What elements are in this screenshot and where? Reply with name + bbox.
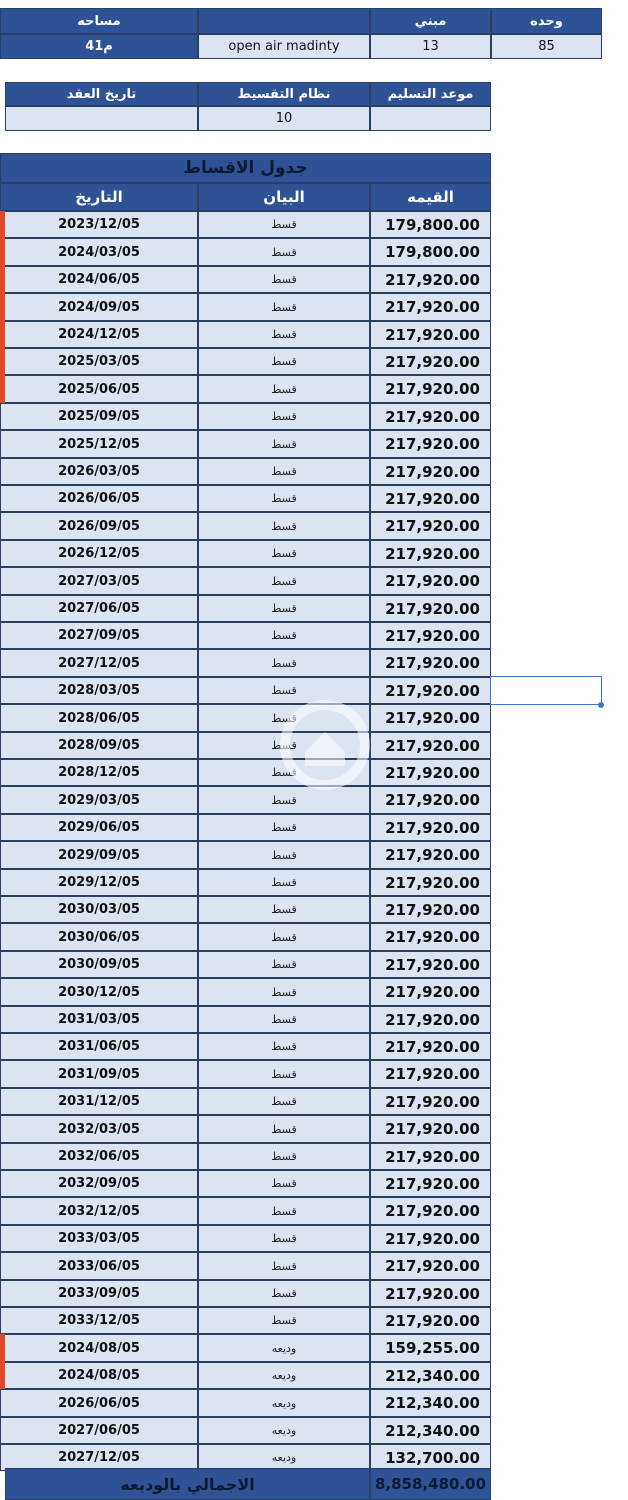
row-date[interactable]: 2026/06/05 [0, 1389, 198, 1417]
row-description[interactable]: قسط [198, 677, 370, 704]
row-date[interactable]: 2033/06/05 [0, 1252, 198, 1280]
row-description[interactable]: قسط [198, 567, 370, 595]
row-date[interactable]: 2026/12/05 [0, 540, 198, 567]
row-description[interactable]: قسط [198, 458, 370, 485]
row-description[interactable]: قسط [198, 1307, 370, 1334]
row-date[interactable]: 2031/09/05 [0, 1060, 198, 1088]
row-description[interactable]: قسط [198, 1252, 370, 1280]
row-date[interactable]: 2029/12/05 [0, 869, 198, 896]
selected-cell[interactable] [490, 676, 602, 705]
row-date[interactable]: 2026/03/05 [0, 458, 198, 485]
row-date[interactable]: 2029/09/05 [0, 841, 198, 869]
row-description[interactable]: قسط [198, 923, 370, 951]
row-description[interactable]: وديعه [198, 1417, 370, 1444]
header-installment-system: نظام التقسيط [198, 82, 370, 106]
row-date[interactable]: 2024/08/05 [0, 1362, 198, 1389]
row-marker [0, 1334, 5, 1389]
row-date[interactable]: 2024/06/05 [0, 266, 198, 293]
value-unit[interactable]: 85 [491, 34, 602, 59]
row-amount[interactable]: 217,920.00 [370, 869, 491, 896]
header-building: مبني [370, 8, 491, 34]
row-date[interactable]: 2027/09/05 [0, 622, 198, 649]
row-amount[interactable]: 217,920.00 [370, 841, 491, 869]
row-description[interactable]: قسط [198, 1143, 370, 1170]
row-amount[interactable]: 217,920.00 [370, 485, 491, 512]
row-amount[interactable]: 212,340.00 [370, 1389, 491, 1417]
row-description[interactable]: قسط [198, 1088, 370, 1115]
row-amount[interactable]: 217,920.00 [370, 266, 491, 293]
row-amount[interactable]: 217,920.00 [370, 677, 491, 704]
row-date[interactable]: 2024/08/05 [0, 1334, 198, 1362]
row-amount[interactable]: 217,920.00 [370, 375, 491, 403]
row-amount[interactable]: 217,920.00 [370, 923, 491, 951]
header-contract-date: تاريخ العقد [5, 82, 198, 106]
row-description[interactable]: وديعه [198, 1389, 370, 1417]
row-amount[interactable]: 217,920.00 [370, 1252, 491, 1280]
row-description[interactable]: قسط [198, 595, 370, 622]
row-description[interactable]: قسط [198, 1115, 370, 1143]
row-amount[interactable]: 179,800.00 [370, 211, 491, 238]
row-amount[interactable]: 217,920.00 [370, 595, 491, 622]
row-description[interactable]: وديعه [198, 1444, 370, 1471]
row-date[interactable]: 2030/06/05 [0, 923, 198, 951]
row-description[interactable]: قسط [198, 512, 370, 540]
row-amount[interactable]: 217,920.00 [370, 1033, 491, 1060]
header-amount: القيمه [370, 183, 491, 211]
row-date[interactable]: 2025/12/05 [0, 430, 198, 458]
row-amount[interactable]: 217,920.00 [370, 1307, 491, 1334]
value-project[interactable]: open air madinty [198, 34, 370, 59]
row-description[interactable]: قسط [198, 759, 370, 786]
row-date[interactable]: 2024/09/05 [0, 293, 198, 321]
row-date[interactable]: 2027/03/05 [0, 567, 198, 595]
total-label: الاجمالي بالوديعه [5, 1468, 370, 1500]
row-date[interactable]: 2032/03/05 [0, 1115, 198, 1143]
row-date[interactable]: 2032/12/05 [0, 1197, 198, 1225]
row-description[interactable]: قسط [198, 1060, 370, 1088]
row-date[interactable]: 2025/06/05 [0, 375, 198, 403]
row-marker [0, 211, 5, 403]
row-amount[interactable]: 217,920.00 [370, 1143, 491, 1170]
row-date[interactable]: 2033/03/05 [0, 1225, 198, 1252]
row-amount[interactable]: 217,920.00 [370, 512, 491, 540]
home-logo-icon [280, 700, 370, 790]
header-delivery-date: موعد التسليم [370, 82, 491, 106]
row-date[interactable]: 2032/06/05 [0, 1143, 198, 1170]
row-date[interactable]: 2030/12/05 [0, 978, 198, 1006]
row-amount[interactable]: 217,920.00 [370, 1170, 491, 1197]
row-date[interactable]: 2028/03/05 [0, 677, 198, 704]
total-value[interactable]: 8,858,480.00 [370, 1468, 491, 1500]
row-date[interactable]: 2027/06/05 [0, 1417, 198, 1444]
row-description[interactable]: قسط [198, 814, 370, 841]
row-date[interactable]: 2031/12/05 [0, 1088, 198, 1115]
value-delivery-date[interactable] [370, 106, 491, 131]
row-date[interactable]: 2030/09/05 [0, 951, 198, 978]
row-date[interactable]: 2031/06/05 [0, 1033, 198, 1060]
row-description[interactable]: قسط [198, 841, 370, 869]
row-description[interactable]: قسط [198, 430, 370, 458]
row-amount[interactable]: 217,920.00 [370, 458, 491, 485]
row-date[interactable]: 2027/06/05 [0, 595, 198, 622]
row-description[interactable]: قسط [198, 786, 370, 814]
row-description[interactable]: قسط [198, 1225, 370, 1252]
row-description[interactable]: قسط [198, 1006, 370, 1033]
row-description[interactable]: وديعه [198, 1334, 370, 1362]
header-description: البيان [198, 183, 370, 211]
row-date[interactable]: 2029/03/05 [0, 786, 198, 814]
row-description[interactable]: قسط [198, 485, 370, 512]
row-date[interactable]: 2023/12/05 [0, 211, 198, 238]
row-amount[interactable]: 159,255.00 [370, 1334, 491, 1362]
row-amount[interactable]: 217,920.00 [370, 430, 491, 458]
row-date[interactable]: 2027/12/05 [0, 1444, 198, 1471]
row-amount[interactable]: 217,920.00 [370, 896, 491, 923]
row-description[interactable]: قسط [198, 869, 370, 896]
row-description[interactable]: قسط [198, 375, 370, 403]
row-date[interactable]: 2033/12/05 [0, 1307, 198, 1334]
schedule-title: جدول الاقساط [0, 153, 491, 183]
row-amount[interactable]: 217,920.00 [370, 978, 491, 1006]
row-date[interactable]: 2027/12/05 [0, 649, 198, 677]
row-date[interactable]: 2032/09/05 [0, 1170, 198, 1197]
row-amount[interactable]: 217,920.00 [370, 1115, 491, 1143]
row-description[interactable]: قسط [198, 1280, 370, 1307]
header-unit: وحده [491, 8, 602, 34]
row-amount[interactable]: 217,920.00 [370, 732, 491, 759]
row-description[interactable]: قسط [198, 978, 370, 1006]
row-amount[interactable]: 132,700.00 [370, 1444, 491, 1471]
row-description[interactable]: قسط [198, 732, 370, 759]
row-amount[interactable]: 179,800.00 [370, 238, 491, 266]
row-amount[interactable]: 217,920.00 [370, 1280, 491, 1307]
row-amount[interactable]: 217,920.00 [370, 321, 491, 348]
row-date[interactable]: 2030/03/05 [0, 896, 198, 923]
row-amount[interactable]: 212,340.00 [370, 1362, 491, 1389]
row-date[interactable]: 2028/06/05 [0, 704, 198, 732]
row-description[interactable]: قسط [198, 896, 370, 923]
row-amount[interactable]: 217,920.00 [370, 540, 491, 567]
row-date[interactable]: 2024/12/05 [0, 321, 198, 348]
row-date[interactable]: 2033/09/05 [0, 1280, 198, 1307]
row-description[interactable]: وديعه [198, 1362, 370, 1389]
row-date[interactable]: 2026/06/05 [0, 485, 198, 512]
row-amount[interactable]: 217,920.00 [370, 1060, 491, 1088]
row-date[interactable]: 2026/09/05 [0, 512, 198, 540]
row-description[interactable]: قسط [198, 1197, 370, 1225]
row-date[interactable]: 2024/03/05 [0, 238, 198, 266]
row-amount[interactable]: 217,920.00 [370, 1197, 491, 1225]
row-date[interactable]: 2028/09/05 [0, 732, 198, 759]
row-description[interactable]: قسط [198, 403, 370, 430]
row-amount[interactable]: 217,920.00 [370, 786, 491, 814]
row-amount[interactable]: 217,920.00 [370, 759, 491, 786]
row-amount[interactable]: 217,920.00 [370, 348, 491, 375]
row-date[interactable]: 2028/12/05 [0, 759, 198, 786]
row-description[interactable]: قسط [198, 293, 370, 321]
row-amount[interactable]: 217,920.00 [370, 1006, 491, 1033]
row-amount[interactable]: 217,920.00 [370, 1225, 491, 1252]
row-amount[interactable]: 217,920.00 [370, 622, 491, 649]
row-description[interactable]: قسط [198, 348, 370, 375]
row-date[interactable]: 2029/06/05 [0, 814, 198, 841]
header-project [198, 8, 370, 34]
row-description[interactable]: قسط [198, 540, 370, 567]
row-amount[interactable]: 217,920.00 [370, 951, 491, 978]
row-description[interactable]: قسط [198, 1033, 370, 1060]
row-date[interactable]: 2025/03/05 [0, 348, 198, 375]
row-description[interactable]: قسط [198, 951, 370, 978]
row-amount[interactable]: 217,920.00 [370, 567, 491, 595]
header-area: مساحه [0, 8, 198, 34]
row-description[interactable]: قسط [198, 211, 370, 238]
row-description[interactable]: قسط [198, 704, 370, 732]
row-description[interactable]: قسط [198, 649, 370, 677]
row-amount[interactable]: 212,340.00 [370, 1417, 491, 1444]
row-date[interactable]: 2031/03/05 [0, 1006, 198, 1033]
row-amount[interactable]: 217,920.00 [370, 403, 491, 430]
header-date: التاريخ [0, 183, 198, 211]
value-building[interactable]: 13 [370, 34, 491, 59]
row-amount[interactable]: 217,920.00 [370, 814, 491, 841]
row-amount[interactable]: 217,920.00 [370, 704, 491, 732]
row-amount[interactable]: 217,920.00 [370, 649, 491, 677]
row-amount[interactable]: 217,920.00 [370, 1088, 491, 1115]
fill-handle[interactable] [598, 702, 604, 708]
row-amount[interactable]: 217,920.00 [370, 293, 491, 321]
value-area[interactable]: 41م [0, 34, 198, 59]
row-date[interactable]: 2025/09/05 [0, 403, 198, 430]
row-description[interactable]: قسط [198, 1170, 370, 1197]
row-description[interactable]: قسط [198, 321, 370, 348]
row-description[interactable]: قسط [198, 622, 370, 649]
value-installment-system[interactable]: 10 [198, 106, 370, 131]
row-description[interactable]: قسط [198, 266, 370, 293]
value-contract-date[interactable] [5, 106, 198, 131]
row-description[interactable]: قسط [198, 238, 370, 266]
